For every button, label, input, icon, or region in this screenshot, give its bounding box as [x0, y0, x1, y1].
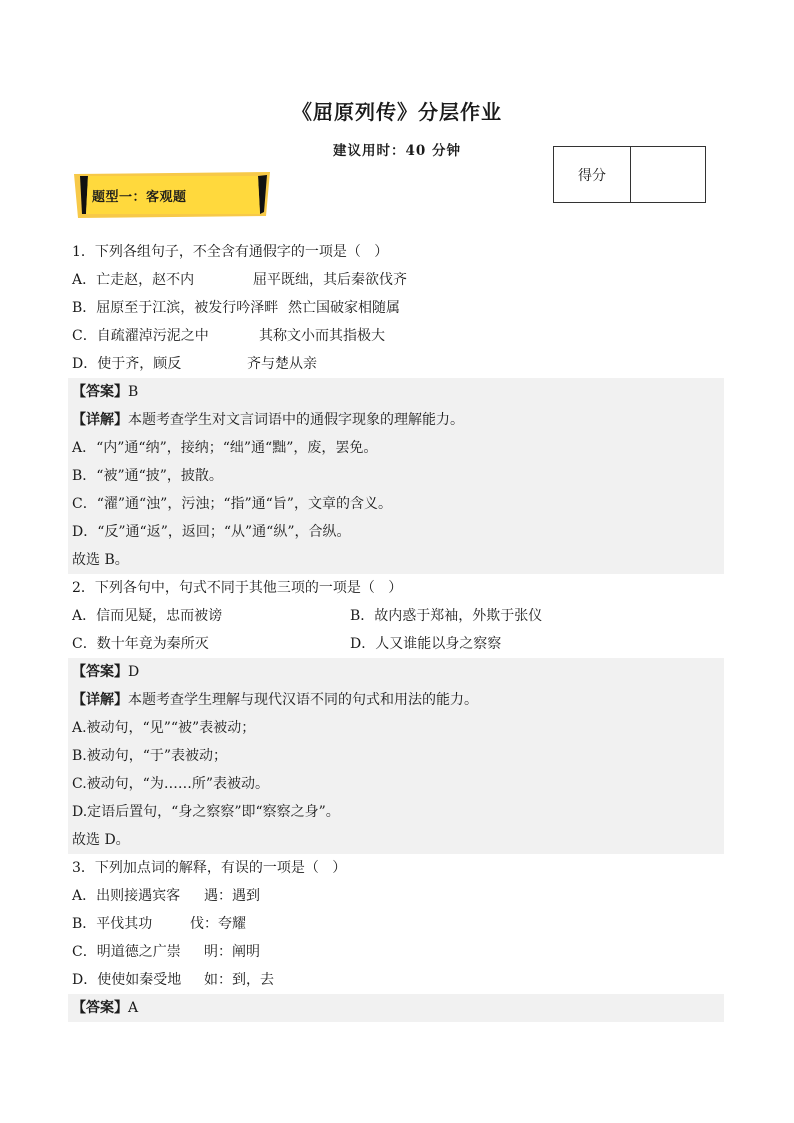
q2-explanation-a: A.被动句，“见”“被”表被动； — [68, 714, 724, 742]
q1-explanation-a: A．“内”通“纳”，接纳；“绌”通“黜”，废，罢免。 — [68, 434, 724, 462]
q3-option-c: C．明道德之广崇 明：阐明 — [72, 944, 260, 960]
q2-answer: 【答案】D — [68, 658, 724, 686]
score-label: 得分 — [554, 147, 631, 202]
q2-stem: 2．下列各句中，句式不同于其他三项的一项是（ ） — [72, 580, 403, 596]
page-title: 《屈原列传》分层作业 — [292, 100, 502, 124]
q1-option-c: C．自疏濯淖污泥之中 其称文小而其指极大 — [72, 328, 385, 344]
q2-explanation-c: C.被动句，“为……所”表被动。 — [68, 770, 724, 798]
q1-option-b: B．屈原至于江滨，被发行吟泽畔 然亡国破家相随属 — [72, 300, 400, 316]
q1-detail: 【详解】本题考查学生对文言词语中的通假字现象的理解能力。 — [68, 406, 724, 434]
q1-option-a: A．亡走赵，赵不内 屈平既绌，其后秦欲伐齐 — [72, 272, 407, 288]
q2-options-row-2: C．数十年竟为秦所灭 D．人又谁能以身之察察 — [72, 636, 502, 652]
section-label: 题型一：客观题 — [92, 190, 187, 205]
q1-option-d: D．使于齐，顾反 齐与楚从亲 — [72, 356, 317, 372]
q3-stem: 3．下列加点词的解释，有误的一项是（ ） — [72, 860, 347, 876]
q2-detail: 【详解】本题考查学生理解与现代汉语不同的句式和用法的能力。 — [68, 686, 724, 714]
q1-stem: 1．下列各组句子，不全含有通假字的一项是（ ） — [72, 244, 389, 260]
question-list — [68, 238, 724, 1022]
suggested-time: 建议用时：40 分钟 — [333, 143, 461, 159]
q1-explanation-d: D．“反”通“返”，返回；“从”通“纵”，合纵。 — [68, 518, 724, 546]
q1-answer: 【答案】B — [68, 378, 724, 406]
score-table — [553, 146, 706, 203]
score-value-cell — [631, 147, 705, 202]
q2-options-row-1: A．信而见疑，忠而被谤 B．故内惑于郑袖，外欺于张仪 — [72, 608, 543, 624]
q3-option-b: B．平伐其功 伐：夸耀 — [72, 916, 246, 932]
q1-explanation-b: B．“被”通“披”，披散。 — [68, 462, 724, 490]
q3-option-d: D．使使如秦受地 如：到，去 — [72, 972, 274, 988]
q1-explanation-c: C．“濯”通“浊”，污浊；“指”通“旨”，文章的含义。 — [68, 490, 724, 518]
q3-answer: 【答案】A — [68, 994, 724, 1022]
q2-conclusion: 故选 D。 — [68, 826, 724, 854]
q2-explanation-d: D.定语后置句，“身之察察”即“察察之身”。 — [68, 798, 724, 826]
q1-conclusion: 故选 B。 — [68, 546, 724, 574]
q3-option-a: A．出则接遇宾客 遇：遇到 — [72, 888, 260, 904]
q2-explanation-b: B.被动句，“于”表被动； — [68, 742, 724, 770]
